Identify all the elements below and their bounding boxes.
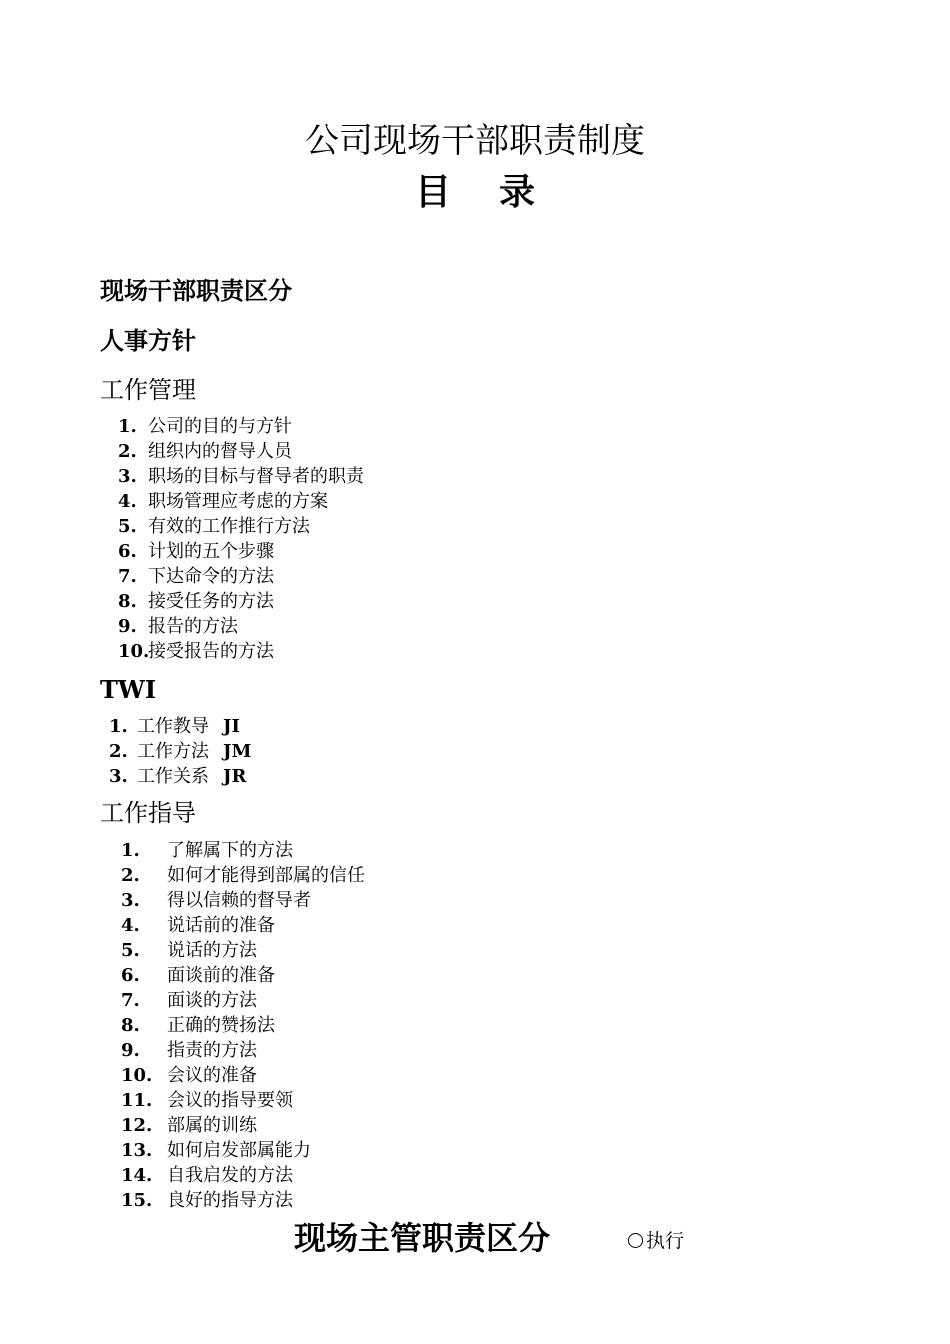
list-item: 8. 正确的赞扬法: [121, 1015, 275, 1036]
legend-label: 执行: [646, 1230, 685, 1252]
list-item: 7. 面谈的方法: [121, 990, 257, 1011]
list-item: 15. 良好的指导方法: [121, 1190, 293, 1211]
list-item: 6. 面谈前的准备: [121, 965, 275, 986]
section-heading-personnel-policy: 人事方针: [100, 326, 196, 355]
toc-title-left: 目: [414, 171, 451, 213]
list-item: 10. 会议的准备: [121, 1065, 257, 1086]
list-item: 7. 下达命令的方法: [118, 566, 274, 587]
list-item: 11. 会议的指导要领: [121, 1090, 293, 1111]
list-item: 9. 指责的方法: [121, 1040, 257, 1061]
section-heading-duty-division: 现场干部职责区分: [100, 276, 292, 305]
list-item: 4. 说话前的准备: [121, 915, 275, 936]
list-item: 1. 工作教导 JI: [109, 716, 240, 737]
list-item: 14. 自我启发的方法: [121, 1165, 293, 1186]
section-heading-twi: TWI: [100, 675, 157, 704]
section-heading-work-management: 工作管理: [100, 376, 196, 404]
circle-icon: [628, 1233, 643, 1248]
list-item: 12. 部属的训练: [121, 1115, 257, 1136]
list-item: 3. 得以信赖的督导者: [121, 890, 311, 911]
list-item: 2. 组织内的督导人员: [118, 441, 292, 462]
legend-execute: [628, 1228, 684, 1254]
toc-title: [0, 168, 950, 216]
list-item: 10.接受报告的方法: [118, 641, 274, 662]
list-item: 13. 如何启发部属能力: [121, 1140, 311, 1161]
list-item: 8. 接受任务的方法: [118, 591, 274, 612]
footer-heading: 现场主管职责区分: [294, 1219, 551, 1257]
list-item: 1. 了解属下的方法: [121, 840, 293, 861]
toc-title-right: 录: [499, 171, 536, 213]
list-item: 5. 说话的方法: [121, 940, 257, 961]
section-heading-work-guidance: 工作指导: [100, 799, 196, 827]
list-item: 9. 报告的方法: [118, 616, 238, 637]
list-item: 5. 有效的工作推行方法: [118, 516, 310, 537]
list-item: 6. 计划的五个步骤: [118, 541, 274, 562]
list-item: 3. 职场的目标与督导者的职责: [118, 466, 364, 487]
list-item: 2. 工作方法 JM: [109, 741, 252, 762]
document-title: 公司现场干部职责制度: [305, 121, 645, 161]
list-item: 3. 工作关系 JR: [109, 766, 247, 787]
list-item: 1. 公司的目的与方针: [118, 416, 292, 437]
list-item: 2. 如何才能得到部属的信任: [121, 865, 365, 886]
list-item: 4. 职场管理应考虑的方案: [118, 491, 328, 512]
